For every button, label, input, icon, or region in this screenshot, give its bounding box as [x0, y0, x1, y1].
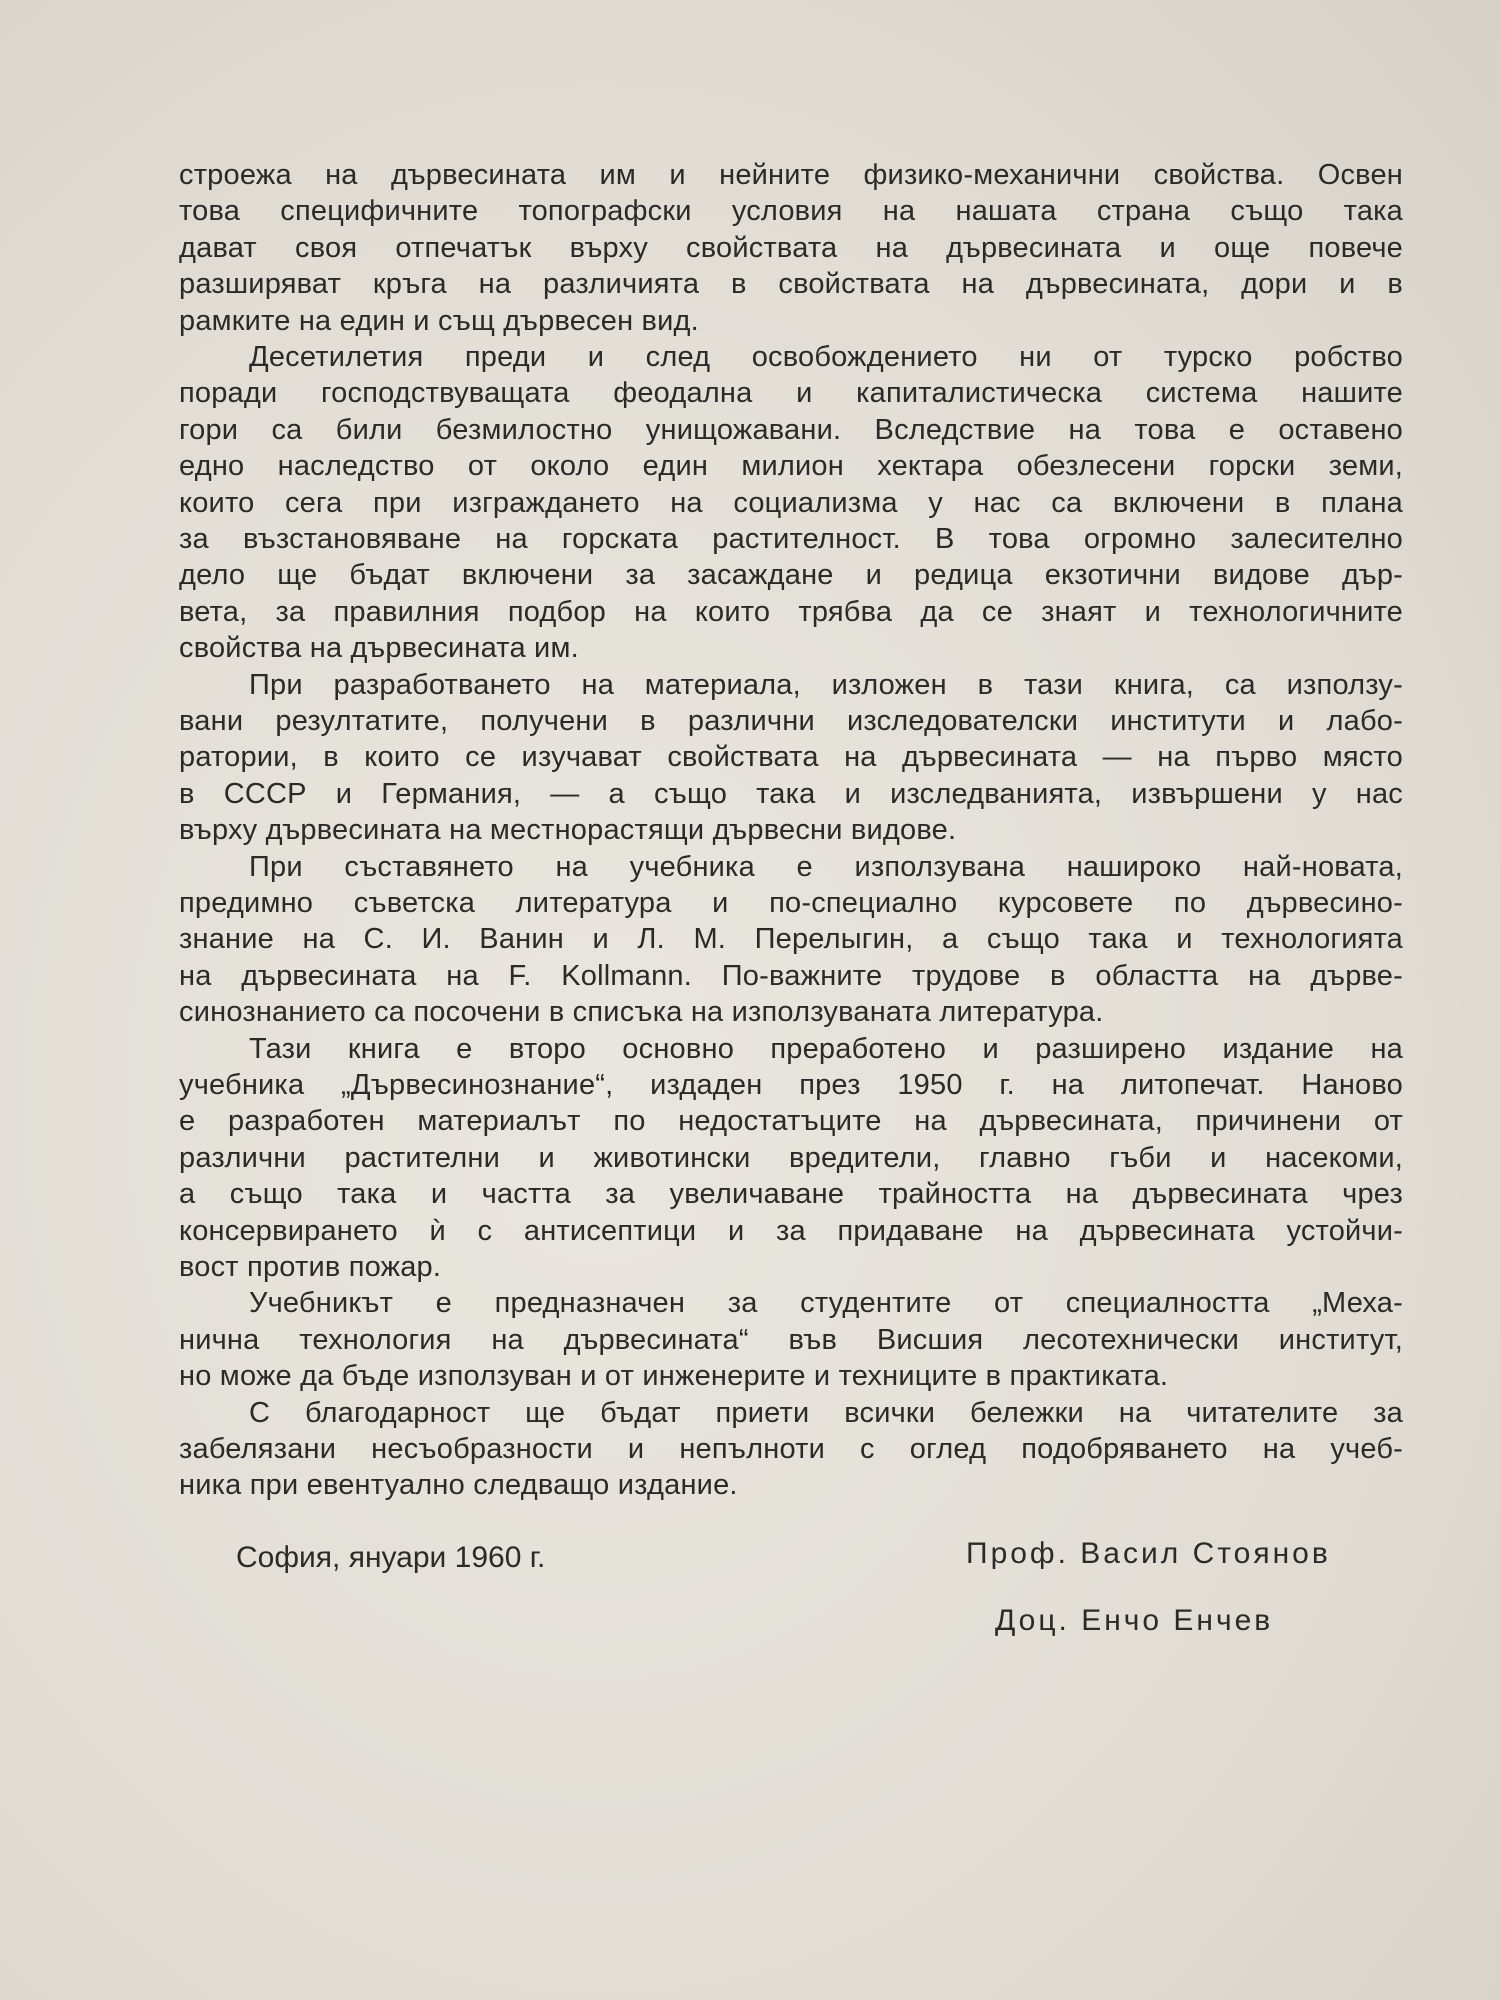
text-line: вост против пожар. [179, 1251, 442, 1283]
text-line: С благодарност ще бъдат приети всички бележки на читателите за [249, 1396, 1403, 1429]
text-line: едно наследство от около един милион хектара обезлесени горски земи, [179, 450, 1403, 483]
text-line: различни растителни и животински вредители, главно гъби и насекоми, [179, 1141, 1403, 1174]
text-line: но може да бъде използуван и от инженерите и техниците в практиката. [179, 1360, 1169, 1393]
text-line: дело ще бъдат включени за засаждане и редица екзотични видове дър- [179, 559, 1403, 592]
text-line: върху дървесината на местнорастящи дървесни видове. [179, 814, 957, 847]
text-line: учебника „Дървесинознание“, издаден през 1950 г. на литопечат. Наново [179, 1069, 1403, 1101]
text-line: дават своя отпечатък върху свойствата на дървесината и още повече [179, 231, 1403, 264]
text-line: При съставянето на учебника е използувана нашироко най-новата, [249, 850, 1403, 883]
text-line: Тази книга е второ основно преработено и разширено издание на [249, 1032, 1403, 1065]
text-line: а също така и частта за увеличаване трайността на дървесината чрез [179, 1178, 1403, 1211]
text-line: забелязани несъобразности и непълноти с оглед подобряването на учеб- [179, 1433, 1403, 1465]
text-line: това специфичните топографски условия на нашата страна също така [179, 195, 1403, 228]
text-line: строежа на дървесината им и нейните физико-механични свойства. Освен [179, 159, 1403, 191]
text-line: вета, за правилния подбор на които трябва да се знаят и технологичните [179, 595, 1403, 628]
text-line: ника при евентуално следващо издание. [179, 1469, 738, 1502]
text-line: свойства на дървесината им. [179, 632, 579, 665]
text-line: синознанието са посочени в списъка на използуваната литература. [179, 996, 1104, 1029]
text-line: в СССР и Германия, — а също така и изследванията, извършени у нас [179, 777, 1403, 810]
text-line: При разработването на материала, изложен в тази книга, са използу- [249, 668, 1403, 701]
text-line: вани резултатите, получени в различни изследователски институти и лабо- [179, 705, 1403, 737]
text-line: за възстановяване на горската растителност. В това огромно залесително [179, 523, 1403, 555]
author-name: Проф. Васил Стоянов [966, 1537, 1331, 1570]
text-line: гори са били безмилостно унищожавани. Вследствие на това е оставено [179, 413, 1403, 446]
place-date: София, януари 1960 г. [236, 1541, 546, 1574]
author-name: Доц. Енчо Енчев [995, 1604, 1274, 1637]
text-line: поради господствуващата феодална и капиталистическа система нашите [179, 377, 1403, 410]
text-line: на дървесината на F. Kollmann. По-важните трудове в областта на дърве- [179, 959, 1403, 992]
text-line: знание на С. И. Ванин и Л. М. Перелыгин, а също така и технологията [179, 923, 1403, 956]
text-line: Десетилетия преди и след освобождението ни от турско робство [249, 341, 1403, 373]
text-line: ратории, в които се изучават свойствата на дървесината — на първо място [179, 741, 1403, 774]
text-line: които сега при изграждането на социализма у нас са включени в плана [179, 486, 1403, 519]
text-line: нична технология на дървесината“ във Висшия лесотехнически институт, [179, 1323, 1403, 1356]
text-line: предимно съветска литература и по-специално курсовете по дървесино- [179, 887, 1403, 919]
text-line: е разработен материалът по недостатъците на дървесината, причинени от [179, 1105, 1403, 1138]
text-line: Учебникът е предназначен за студентите от специалността „Меха- [249, 1287, 1403, 1320]
text-line: консервирането ѝ с антисептици и за придаване на дървесината устойчи- [179, 1214, 1403, 1247]
text-line: рамките на един и същ дървесен вид. [179, 304, 699, 337]
text-line: разширяват кръга на различията в свойствата на дървесината, дори и в [179, 268, 1403, 301]
